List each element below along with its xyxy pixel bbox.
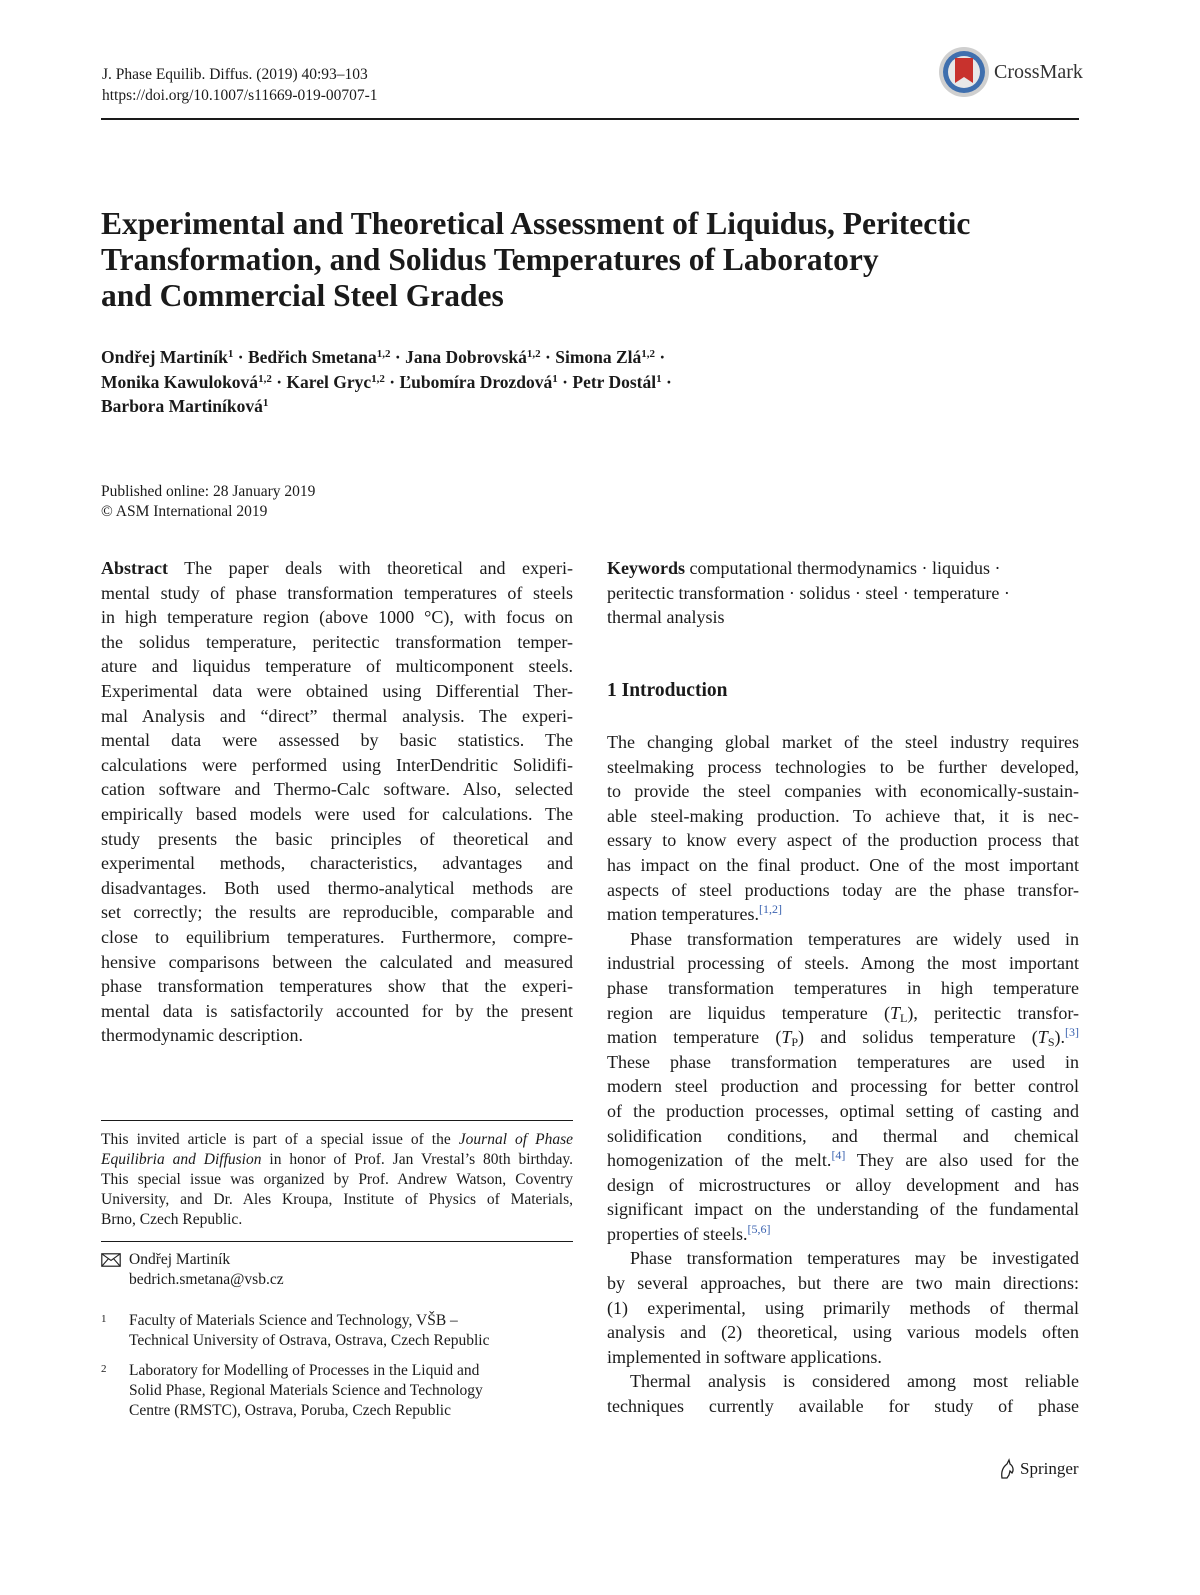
author-separator: ·	[557, 371, 573, 392]
publication-info	[101, 482, 315, 522]
author-affiliation: 1,2	[376, 348, 391, 360]
abstract	[101, 556, 573, 1048]
author-separator: ·	[271, 371, 287, 392]
abstract-line: close to equilibrium temperatures. Furthermore, compre-	[101, 926, 573, 947]
body-line: properties of steels.[5,6]	[607, 1221, 771, 1244]
keywords-line: thermal analysis	[607, 607, 725, 628]
author-name: Ľubomíra Drozdová	[399, 371, 553, 392]
author-line	[101, 370, 1061, 395]
author-name: Monika Kawuloková	[101, 371, 259, 392]
body-line: design of microstructures or alloy development and has	[607, 1174, 1079, 1195]
author-affiliation: 1,2	[371, 372, 385, 385]
author-affiliation: 1	[552, 372, 558, 385]
journal-header	[102, 64, 378, 106]
body-line: aspects of steel productions today are the phase transfor-	[607, 879, 1079, 900]
body-line: implemented in software applications.	[607, 1346, 882, 1367]
springer-horse-icon	[998, 1458, 1016, 1480]
journal-citation: J. Phase Equilib. Diffus. (2019) 40:93–103	[102, 66, 368, 83]
title-line: Transformation, and Solidus Temperatures of Laboratory	[101, 242, 879, 277]
abstract-line: calculations were performed using InterDendritic Solidifi-	[101, 754, 573, 775]
citation-link[interactable]: [1,2]	[758, 902, 782, 917]
affiliation-line: Technical University of Ostrava, Ostrava, Czech Republic	[129, 1332, 490, 1349]
footnote-line: Brno, Czech Republic.	[101, 1211, 243, 1228]
affiliation-1	[101, 1311, 581, 1351]
author-affiliation: 1,2	[258, 372, 272, 385]
author-name: Simona Zlá	[555, 347, 642, 367]
author-separator: ·	[390, 347, 406, 367]
body-line: Phase transformation temperatures are widely used in	[630, 928, 1079, 949]
crossmark-badge[interactable]	[938, 46, 1083, 98]
affiliation-number: 2	[101, 1363, 107, 1375]
affiliation-line: Solid Phase, Regional Materials Science and Technology	[129, 1382, 483, 1399]
abstract-line: disadvantages. Both used thermo-analytical methods are	[101, 877, 573, 898]
author-affiliation: 1,2	[526, 348, 541, 360]
article-title	[101, 206, 1061, 314]
special-issue-footnote	[101, 1130, 573, 1230]
published-date: Published online: 28 January 2019	[101, 483, 316, 500]
body-line: industrial processing of steels. Among the most important	[607, 953, 1079, 974]
body-line: Thermal analysis is considered among most reliable	[630, 1371, 1079, 1392]
body-line: significant impact on the understanding of the fundamental	[607, 1199, 1079, 1220]
author-name: Karel Gryc	[286, 371, 372, 392]
abstract-line: mental data is satisfactorily accounted for by the present	[101, 1000, 573, 1021]
body-line: The changing global market of the steel industry requires	[607, 732, 1079, 752]
body-line: of the production processes, optimal setting of casting and	[607, 1100, 1079, 1121]
body-line: phase transformation temperatures in high temperature	[607, 977, 1079, 998]
body-line: analysis and (2) theoretical, using various models often	[607, 1322, 1079, 1343]
abstract-line: thermodynamic description.	[101, 1025, 303, 1046]
author-email[interactable]: bedrich.smetana@vsb.cz	[129, 1271, 284, 1288]
author-name: Bedřich Smetana	[247, 347, 377, 367]
keywords	[607, 556, 1079, 630]
author-name: Barbora Martiníková	[101, 396, 263, 416]
crossmark-icon	[938, 46, 990, 98]
copyright-line: © ASM International 2019	[101, 503, 268, 520]
affiliation-line: Laboratory for Modelling of Processes in the Liquid and	[129, 1362, 480, 1379]
envelope-icon	[101, 1253, 121, 1267]
title-line: Experimental and Theoretical Assessment of Liquidus, Peritectic	[101, 206, 971, 241]
citation-link[interactable]: [4]	[831, 1148, 846, 1163]
abstract-line: cation software and Thermo-Calc software. Also, selected	[101, 779, 573, 800]
corresponding-author: Ondřej Martiník	[129, 1251, 231, 1268]
author-name: Ondřej Martiník	[101, 347, 228, 367]
footnote-line: This special issue was organized by Prof. Andrew Watson, Coventry	[101, 1171, 573, 1188]
doi-link[interactable]: https://doi.org/10.1007/s11669-019-00707-1	[102, 87, 378, 104]
keywords-line: Keywords computational thermodynamics · liquidus ·	[607, 558, 1001, 578]
publisher-logo	[998, 1458, 1079, 1480]
author-list	[101, 345, 1061, 419]
body-line: by several approaches, but there are two main directions:	[607, 1273, 1079, 1294]
abstract-label: Abstract	[101, 558, 168, 578]
body-line: modern steel production and processing for better control	[607, 1076, 1079, 1097]
author-separator: ·	[384, 371, 400, 392]
abstract-line: mal Analysis and “direct” thermal analysis. The experi-	[101, 705, 573, 726]
body-line: mation temperature $(T_P)$ and solidus temperature $(T_S).[3]$	[607, 1025, 1079, 1050]
affiliation-line: Faculty of Materials Science and Technology, VŠB –	[129, 1312, 458, 1329]
author-separator: ·	[540, 347, 556, 367]
abstract-line: the solidus temperature, peritectic transformation temper-	[101, 631, 573, 652]
body-line: homogenization of the melt.[4] They are also used for the	[607, 1148, 1079, 1171]
correspondence	[101, 1250, 284, 1290]
crossmark-label: CrossMark	[994, 60, 1083, 83]
author-name: Petr Dostál	[572, 371, 657, 392]
author-affiliation: 1,2	[641, 348, 656, 360]
citation-link[interactable]: [3]	[1065, 1025, 1079, 1040]
abstract-line: study presents the basic principles of theoretical and	[101, 828, 573, 849]
body-line: has impact on the final product. One of the most important	[607, 854, 1079, 875]
keywords-line: peritectic transformation · solidus · steel · temperature ·	[607, 582, 1010, 603]
abstract-line: hensive comparisons between the calculated and measured	[101, 951, 573, 972]
body-line: These phase transformation temperatures are used in	[607, 1051, 1079, 1072]
author-separator: ·	[661, 371, 672, 392]
abstract-line: in high temperature region (above 1000 °C), with focus on	[101, 607, 573, 628]
title-line: and Commercial Steel Grades	[101, 278, 504, 313]
author-name: Jana Dobrovská	[405, 347, 527, 367]
body-line: able steel-making production. To achieve that, it is nec-	[607, 805, 1079, 826]
author-separator: ·	[655, 347, 666, 367]
abstract-line: empirically based models were used for calculations. The	[101, 803, 573, 824]
affiliation-number: 1	[101, 1313, 107, 1325]
body-line: Phase transformation temperatures may be investigated	[630, 1248, 1079, 1269]
correspondence-divider	[101, 1241, 573, 1242]
citation-link[interactable]: [5,6]	[747, 1221, 771, 1236]
publisher-name: Springer	[1020, 1459, 1079, 1478]
abstract-line: mental data were assessed by basic statistics. The	[101, 730, 573, 751]
abstract-line: set correctly; the results are reproducible, comparable and	[101, 902, 573, 923]
header-divider	[101, 118, 1079, 120]
affiliation-line: Centre (RMSTC), Ostrava, Poruba, Czech Republic	[129, 1402, 451, 1419]
keywords-label: Keywords	[607, 558, 685, 578]
author-affiliation: 1	[262, 397, 269, 409]
affiliation-2	[101, 1361, 581, 1421]
abstract-line: ature and liquidus temperature of multicomponent steels.	[101, 656, 573, 677]
abstract-line: experimental methods, characteristics, advantages and	[101, 853, 573, 874]
author-line	[101, 345, 1061, 370]
author-line	[101, 394, 1061, 419]
abstract-line: Experimental data were obtained using Differential Ther-	[101, 680, 573, 701]
footnote-line: University, and Dr. Ales Kroupa, Institute of Physics of Materials,	[101, 1191, 573, 1208]
footnote-line: This invited article is part of a special issue of the Journal of Phase	[101, 1131, 573, 1148]
body-line: to provide the steel companies with economically-sustain-	[607, 781, 1079, 802]
author-separator: ·	[233, 347, 248, 367]
correspondence-row	[101, 1250, 284, 1290]
body-line: essary to know every aspect of the production process that	[607, 830, 1079, 851]
author-affiliation: 1	[227, 348, 234, 360]
footnote-divider	[101, 1120, 573, 1121]
abstract-line: phase transformation temperatures show that the experi-	[101, 976, 573, 997]
abstract-line: Abstract The paper deals with theoretical and experi-	[101, 558, 573, 578]
abstract-line: mental study of phase transformation temperatures of steels	[101, 582, 573, 603]
body-line: region are liquidus temperature $(T_L)$, peritectic transfor-	[607, 1002, 1079, 1025]
footnote-line: Equilibria and Diffusion in honor of Prof. Jan Vrestal’s 80th birthday.	[101, 1151, 573, 1168]
body-line: techniques currently available for study of phase	[607, 1396, 1079, 1417]
body-line: steelmaking process technologies to be further developed,	[607, 756, 1079, 777]
section-heading: 1 Introduction	[607, 680, 728, 701]
body-line: mation temperatures.[1,2]	[607, 902, 782, 925]
body-line: solidification conditions, and thermal and chemical	[607, 1125, 1079, 1146]
body-line: (1) experimental, using primarily methods of thermal	[607, 1297, 1079, 1318]
introduction-body	[607, 730, 1079, 1419]
author-affiliation: 1	[656, 372, 662, 385]
